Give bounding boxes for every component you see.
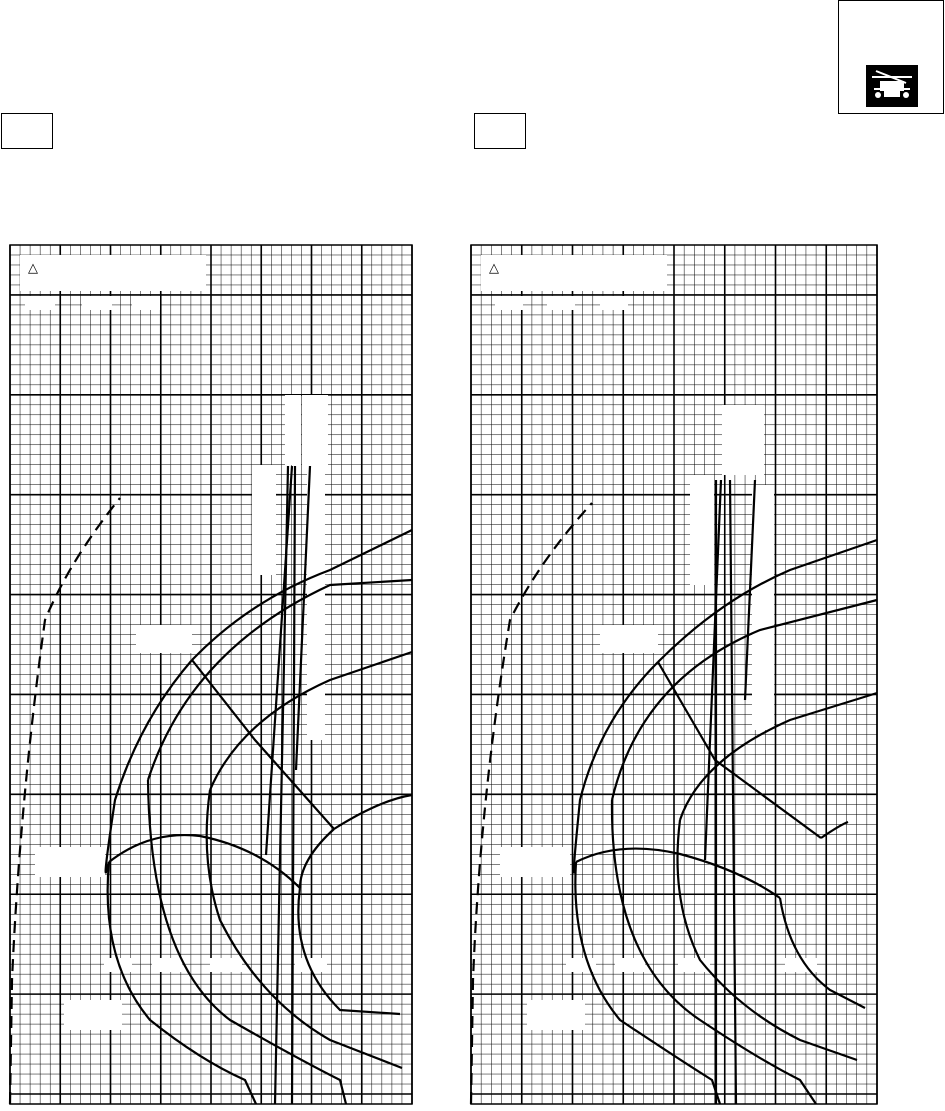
label-patch <box>752 485 774 730</box>
curve <box>207 790 402 1068</box>
label-patch <box>527 1000 585 1030</box>
legend-box <box>20 255 206 291</box>
label-patch <box>600 625 658 653</box>
label-patch <box>210 958 242 972</box>
label-patch <box>152 958 182 972</box>
label-patch <box>600 296 628 310</box>
curve <box>108 862 256 1104</box>
legend-marker: △ <box>28 260 38 275</box>
label-patch <box>252 465 276 575</box>
label-patch <box>35 847 105 877</box>
curve <box>148 580 412 780</box>
legend-box <box>481 255 667 291</box>
label-patch <box>285 395 301 465</box>
label-patch <box>136 625 192 653</box>
curve <box>612 800 816 1104</box>
label-patch <box>495 296 523 310</box>
label-patch <box>25 296 55 310</box>
label-patch <box>722 405 744 475</box>
label-patch <box>64 1000 122 1030</box>
label-patch <box>615 958 645 972</box>
curve <box>300 829 334 888</box>
label-patch <box>547 296 575 310</box>
curve <box>334 795 412 829</box>
label-patch <box>500 847 570 877</box>
curve <box>575 862 720 1104</box>
curve <box>574 662 658 872</box>
curve <box>148 780 346 1104</box>
curve <box>292 466 295 1104</box>
label-patch <box>82 296 112 310</box>
label-patch <box>744 405 764 475</box>
label-patch <box>302 395 328 465</box>
label-patch <box>690 475 714 585</box>
legend-marker: △ <box>489 260 499 275</box>
curve <box>298 888 400 1014</box>
label-patch <box>132 296 160 310</box>
curve <box>780 898 865 1008</box>
label-patch <box>307 465 325 740</box>
